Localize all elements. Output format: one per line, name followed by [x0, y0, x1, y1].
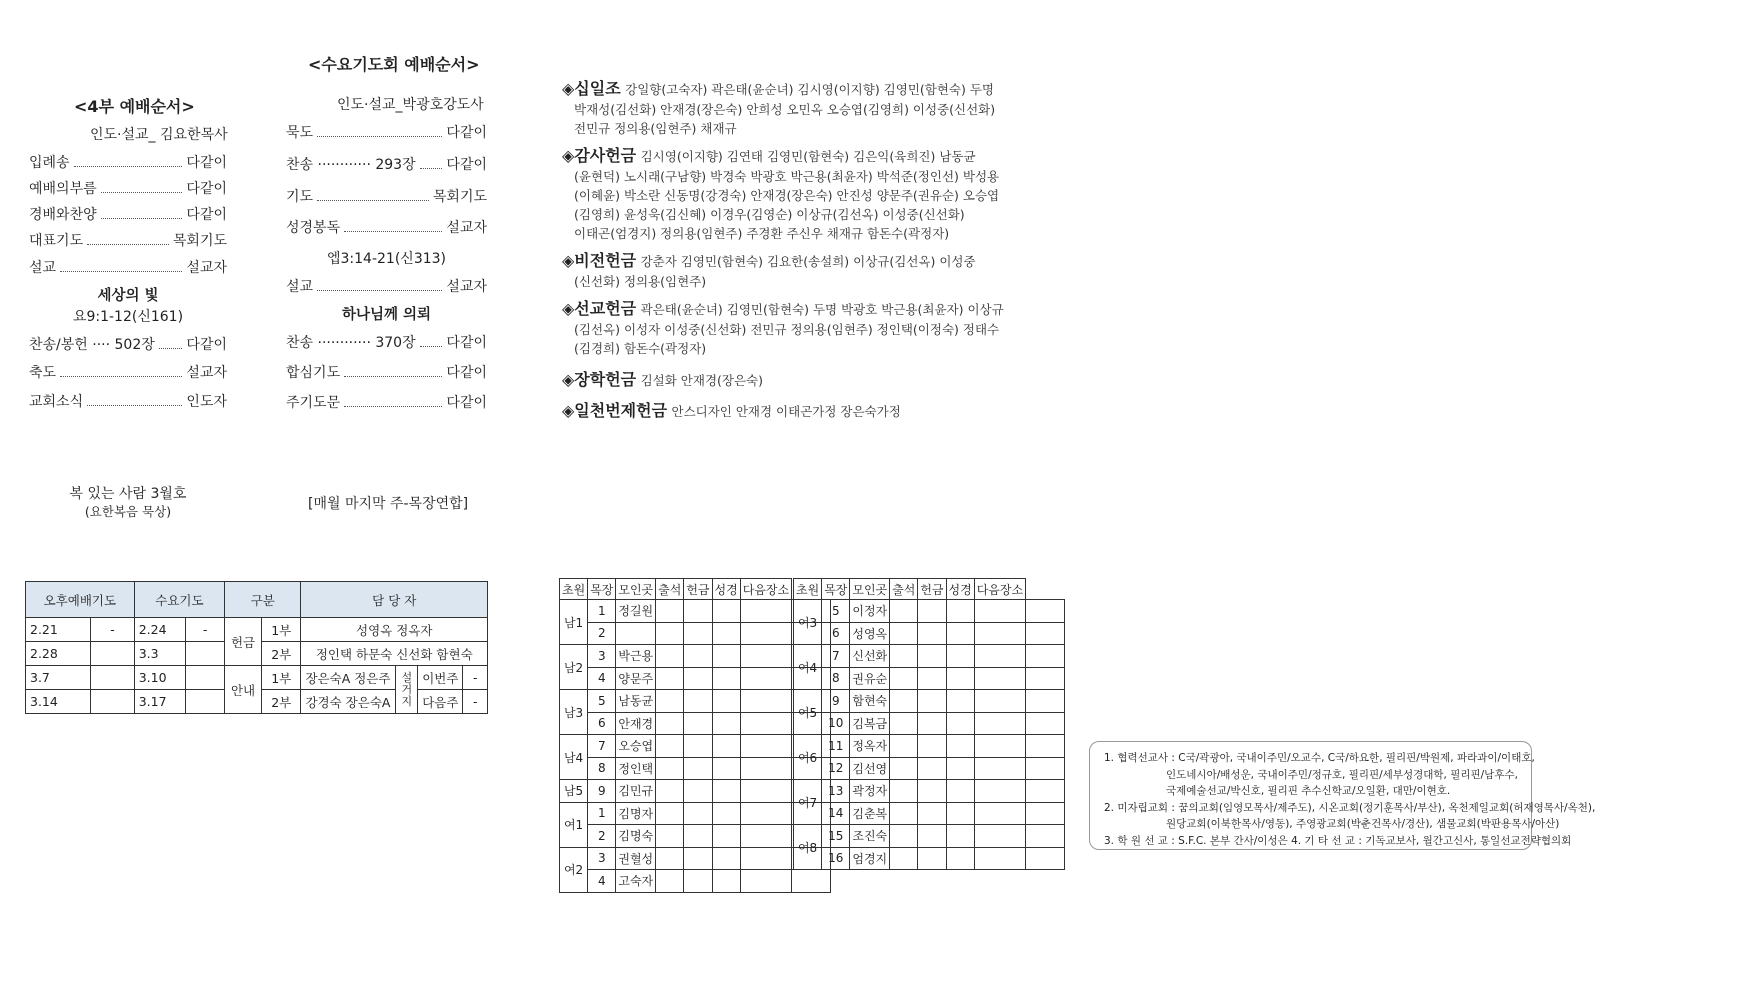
category-offering: 헌금 — [225, 618, 262, 666]
entry-cell[interactable] — [656, 712, 684, 735]
entry-cell[interactable] — [890, 600, 918, 623]
number-cell: 8 — [822, 667, 850, 690]
leader-name-cell: 엄경지 — [850, 847, 890, 870]
entry-cell[interactable] — [918, 622, 946, 645]
entry-cell[interactable] — [740, 780, 791, 803]
table-row — [794, 600, 1065, 623]
number-cell: 5 — [588, 690, 616, 713]
table-row — [560, 735, 831, 758]
table-row — [794, 825, 1065, 848]
entry-cell[interactable] — [740, 735, 791, 758]
table-row — [560, 757, 831, 780]
entry-cell[interactable] — [890, 825, 918, 848]
table-row — [794, 757, 1065, 780]
entry-cell[interactable] — [974, 780, 1025, 803]
leader-name-cell: 정인택 — [616, 757, 656, 780]
leader-name-cell: 양문주 — [616, 667, 656, 690]
entry-cell[interactable] — [712, 667, 740, 690]
entry-cell[interactable] — [946, 667, 974, 690]
entry-cell[interactable] — [684, 735, 712, 758]
entry-cell[interactable] — [918, 757, 946, 780]
wednesday-item: 찬송 ············ 370장 다같이 — [286, 335, 487, 351]
entry-cell[interactable] — [684, 645, 712, 668]
entry-cell[interactable] — [712, 645, 740, 668]
header-wednesday-prayer: 수요기도 — [134, 582, 224, 618]
group-cell: 여7 — [794, 780, 822, 825]
wednesday-order-list — [286, 122, 487, 247]
attendance-header-cell: 다음장소 — [740, 579, 791, 600]
number-cell: 13 — [822, 780, 850, 803]
wednesday-item: 기도 목회기도 — [286, 189, 487, 205]
entry-cell[interactable] — [918, 780, 946, 803]
entry-cell[interactable] — [684, 600, 712, 623]
number-cell: 2 — [588, 622, 616, 645]
entry-cell[interactable] — [1026, 712, 1065, 735]
entry-cell[interactable] — [656, 780, 684, 803]
devotional-title: 복 있는 사람 3월호 — [69, 486, 187, 502]
leader-name-cell: 정옥자 — [850, 735, 890, 758]
entry-cell[interactable] — [946, 690, 974, 713]
attendance-header-cell: 다음장소 — [974, 579, 1025, 600]
service4-title: <4부 예배순서> — [74, 97, 195, 116]
note-line: 인도네시아/배성운, 국내이주민/정규호, 필리핀/세부성경대학, 필리핀/남후수, — [1166, 768, 1518, 781]
number-cell: 1 — [588, 802, 616, 825]
number-cell: 2 — [588, 825, 616, 848]
entry-cell[interactable] — [890, 847, 918, 870]
entry-cell[interactable] — [656, 870, 684, 893]
category-usher: 안내 — [225, 666, 262, 714]
entry-cell[interactable] — [656, 690, 684, 713]
leader-name-cell: 성영옥 — [850, 622, 890, 645]
table-row — [560, 847, 831, 870]
group-cell: 여3 — [794, 600, 822, 645]
entry-cell[interactable] — [946, 712, 974, 735]
entry-cell[interactable] — [712, 870, 740, 893]
wednesday-item: 설교 설교자 — [286, 279, 487, 295]
wednesday-item: 찬송 ············ 293장 다같이 — [286, 157, 487, 173]
devotional-subtitle: (요한복음 묵상) — [84, 504, 172, 519]
entry-cell[interactable] — [1026, 645, 1065, 668]
group-cell: 여4 — [794, 645, 822, 690]
entry-cell[interactable] — [890, 645, 918, 668]
leader-name-cell: 함현숙 — [850, 690, 890, 713]
entry-cell[interactable] — [740, 622, 791, 645]
entry-cell[interactable] — [946, 825, 974, 848]
table-row: 2.21 - 2.24 - 헌금 1부 성영옥 정옥자 — [26, 618, 488, 642]
number-cell: 6 — [588, 712, 616, 735]
wednesday-sermon-title: 하나님께 의뢰 — [341, 307, 432, 323]
entry-cell[interactable] — [740, 690, 791, 713]
group-cell: 여2 — [560, 847, 588, 892]
entry-cell[interactable] — [740, 870, 791, 893]
entry-cell[interactable] — [656, 825, 684, 848]
attendance-header-cell: 초원 — [560, 579, 588, 600]
entry-cell[interactable] — [712, 825, 740, 848]
group-cell: 여5 — [794, 690, 822, 735]
entry-cell[interactable] — [684, 622, 712, 645]
entry-cell[interactable] — [712, 802, 740, 825]
entry-cell[interactable] — [890, 690, 918, 713]
attendance-table-men — [559, 578, 831, 893]
entry-cell[interactable] — [890, 780, 918, 803]
entry-cell[interactable] — [1026, 600, 1065, 623]
entry-cell[interactable] — [890, 802, 918, 825]
table-row — [794, 847, 1065, 870]
entry-cell[interactable] — [712, 690, 740, 713]
entry-cell[interactable] — [684, 870, 712, 893]
entry-cell[interactable] — [946, 600, 974, 623]
entry-cell[interactable] — [918, 690, 946, 713]
table-row — [560, 712, 831, 735]
leader-name-cell: 권혈성 — [616, 847, 656, 870]
wednesday-order-list-2 — [286, 276, 487, 302]
table-row — [794, 645, 1065, 668]
entry-cell[interactable] — [974, 690, 1025, 713]
entry-cell[interactable] — [656, 645, 684, 668]
group-cell: 남4 — [560, 735, 588, 780]
table-row: 3.7 3.10 안내 1부 장은숙A 정은주 설거지 이번주 - — [26, 666, 488, 690]
entry-cell[interactable] — [684, 825, 712, 848]
entry-cell[interactable] — [712, 622, 740, 645]
table-row — [794, 780, 1065, 803]
entry-cell[interactable] — [918, 645, 946, 668]
entry-cell[interactable] — [740, 847, 791, 870]
table-row — [794, 735, 1065, 758]
entry-cell[interactable] — [918, 802, 946, 825]
number-cell: 9 — [588, 780, 616, 803]
wednesday-order-list-3 — [286, 332, 487, 422]
entry-cell[interactable] — [740, 757, 791, 780]
attendance-header-cell: 목장 — [822, 579, 850, 600]
entry-cell[interactable] — [946, 622, 974, 645]
entry-cell[interactable] — [1026, 667, 1065, 690]
leader-name-cell: 김선영 — [850, 757, 890, 780]
entry-cell[interactable] — [946, 847, 974, 870]
note-line: 국제예술선교/박신호, 필리핀 추수신학교/오일환, 대만/이현호. — [1166, 785, 1451, 797]
table-row: 2.28 3.3 2부 정인택 하문숙 신선화 함현숙 — [26, 642, 488, 666]
leader-name-cell: 남동균 — [616, 690, 656, 713]
table-row — [794, 802, 1065, 825]
number-cell: 1 — [588, 600, 616, 623]
entry-cell[interactable] — [918, 735, 946, 758]
service4-item: 설교 설교자 — [29, 260, 227, 276]
mission-notes-box — [1089, 741, 1596, 850]
attendance-header-cell: 목장 — [588, 579, 616, 600]
attendance-header-cell: 초원 — [794, 579, 822, 600]
wednesday-item: 성경봉독 설교자 — [286, 220, 487, 236]
entry-cell[interactable] — [792, 870, 831, 893]
service4-item: 경배와찬양 다같이 — [29, 207, 227, 223]
entry-cell[interactable] — [974, 712, 1025, 735]
table-row — [794, 690, 1065, 713]
attendance-header-cell: 모인곳 — [616, 579, 656, 600]
table-row — [560, 622, 831, 645]
number-cell: 16 — [822, 847, 850, 870]
leader-name-cell: 신선화 — [850, 645, 890, 668]
leader-name-cell: 안재경 — [616, 712, 656, 735]
table-row — [560, 825, 831, 848]
entry-cell[interactable] — [890, 667, 918, 690]
entry-cell[interactable] — [890, 712, 918, 735]
leader-name-cell: 이정자 — [850, 600, 890, 623]
entry-cell[interactable] — [656, 667, 684, 690]
attendance-header-cell: 모인곳 — [850, 579, 890, 600]
entry-cell[interactable] — [974, 600, 1025, 623]
number-cell: 14 — [822, 802, 850, 825]
entry-cell[interactable] — [890, 622, 918, 645]
monthly-note: [매월 마지막 주-목장연합] — [308, 496, 469, 512]
attendance-header-cell: 출석 — [656, 579, 684, 600]
table-row — [794, 712, 1065, 735]
attendance-header-cell: 성경 — [712, 579, 740, 600]
entry-cell[interactable] — [712, 600, 740, 623]
entry-cell[interactable] — [656, 600, 684, 623]
devotional-note — [29, 486, 227, 520]
attendance-table-women — [793, 578, 1065, 870]
offering-thanks: ◈감사헌금 김시영(이지향) 김연태 김영민(함현숙) 김은익(육희진) 남동균 (윤현덕) 노시래(구남향) 박경숙 박광호 박근용(최윤자) 박석준(정인선) 박성용 (이혜윤) 박소란 신동명(강경숙) 안재경(장은숙) 안진성 양문주(권유순) 오승엽 (김영희) 윤성욱(김신혜) 이경우(김영순) 이상규(김선옥) 이성중(신선화) 이태곤(엄경지) 정의용(임현주) 주경환 주신우 채재규 함돈수(곽정자) — [562, 146, 1000, 241]
group-cell: 남3 — [560, 690, 588, 735]
leader-name-cell: 오승엽 — [616, 735, 656, 758]
table-header-row — [560, 579, 831, 600]
entry-cell[interactable] — [684, 802, 712, 825]
table-header-row — [26, 582, 488, 618]
service4-item: 교회소식 인도자 — [29, 394, 227, 410]
entry-cell[interactable] — [974, 847, 1025, 870]
service4-item: 찬송/봉헌 ···· 502장 다같이 — [29, 337, 227, 353]
entry-cell[interactable] — [684, 757, 712, 780]
note-line: 2. 미자립교회 : 꿈의교회(임영모목사/제주도), 시온교회(정기훈목사/부산), 옥천제일교회(허재영목사/옥천), — [1104, 801, 1596, 814]
entry-cell[interactable] — [656, 622, 684, 645]
entry-cell[interactable] — [974, 622, 1025, 645]
entry-cell[interactable] — [1026, 825, 1065, 848]
header-afternoon-prayer: 오후예배기도 — [26, 582, 135, 618]
group-cell: 남2 — [560, 645, 588, 690]
service4-item: 예배의부름 다같이 — [29, 181, 227, 197]
service4-leader: 인도·설교_ 김요한목사 — [90, 127, 228, 143]
table-row — [560, 600, 831, 623]
entry-cell[interactable] — [946, 735, 974, 758]
leader-name-cell: 고숙자 — [616, 870, 656, 893]
entry-cell[interactable] — [974, 802, 1025, 825]
entry-cell[interactable] — [684, 712, 712, 735]
number-cell: 8 — [588, 757, 616, 780]
table-row — [560, 690, 831, 713]
entry-cell[interactable] — [712, 847, 740, 870]
entry-cell[interactable] — [946, 780, 974, 803]
offering-vision: ◈비전헌금 강춘자 김영민(함현숙) 김요한(송설희) 이상규(김선옥) 이성중 (신선화) 정의용(임현주) — [562, 251, 976, 289]
number-cell: 7 — [588, 735, 616, 758]
leader-name-cell: 박근용 — [616, 645, 656, 668]
wednesday-scripture: 엡3:14-21(신313) — [327, 251, 446, 267]
entry-cell[interactable] — [1026, 802, 1065, 825]
entry-cell[interactable] — [740, 600, 791, 623]
entry-cell[interactable] — [656, 735, 684, 758]
table-row — [560, 667, 831, 690]
leader-name-cell: 곽정자 — [850, 780, 890, 803]
entry-cell[interactable] — [740, 667, 791, 690]
entry-cell[interactable] — [740, 712, 791, 735]
entry-cell[interactable] — [684, 780, 712, 803]
attendance-header-cell: 헌금 — [684, 579, 712, 600]
number-cell: 5 — [822, 600, 850, 623]
note-line: 원당교회(이북한목사/영동), 주영광교회(박춘건목사/경산), 샘물교회(박판용목사/아산) — [1166, 818, 1560, 830]
offering-mission: ◈선교헌금 곽은태(윤순녀) 김영민(함현숙) 두명 박광호 박근용(최윤자) 이상규 (김선옥) 이성자 이성중(신선화) 전민규 정의용(임현주) 정인택(이정숙) 정태수 (김경희) 함돈수(곽정자) — [562, 299, 1004, 356]
leader-name-cell: 김춘복 — [850, 802, 890, 825]
entry-cell[interactable] — [656, 757, 684, 780]
leader-name-cell: 김명자 — [616, 802, 656, 825]
entry-cell[interactable] — [684, 690, 712, 713]
entry-cell[interactable] — [1026, 780, 1065, 803]
entry-cell[interactable] — [946, 757, 974, 780]
offering-thousand: ◈일천번제헌금 안스디자인 안재경 이태곤가정 장은숙가정 — [562, 401, 901, 420]
entry-cell[interactable] — [946, 802, 974, 825]
group-cell: 남5 — [560, 780, 588, 803]
offerings-list — [562, 79, 1032, 422]
leader-name-cell: 김민규 — [616, 780, 656, 803]
entry-cell[interactable] — [918, 600, 946, 623]
service4-item: 입례송 다같이 — [29, 155, 227, 171]
entry-cell[interactable] — [890, 735, 918, 758]
header-category: 구분 — [225, 582, 301, 618]
group-cell: 남1 — [560, 600, 588, 645]
entry-cell[interactable] — [656, 847, 684, 870]
entry-cell[interactable] — [712, 735, 740, 758]
entry-cell[interactable] — [974, 825, 1025, 848]
number-cell: 7 — [822, 645, 850, 668]
entry-cell[interactable] — [918, 825, 946, 848]
number-cell: 9 — [822, 690, 850, 713]
offering-scholarship: ◈장학헌금 김설화 안재경(장은숙) — [562, 370, 763, 389]
group-cell: 여1 — [560, 802, 588, 847]
header-in-charge: 담 당 자 — [301, 582, 488, 618]
number-cell: 6 — [822, 622, 850, 645]
entry-cell[interactable] — [740, 645, 791, 668]
entry-cell[interactable] — [890, 757, 918, 780]
wednesday-item: 주기도문 다같이 — [286, 395, 487, 411]
number-cell: 12 — [822, 757, 850, 780]
cleanup-label: 설거지 — [396, 666, 418, 714]
attendance-header-cell: 헌금 — [918, 579, 946, 600]
wednesday-title: <수요기도회 예배순서> — [308, 55, 480, 74]
number-cell: 4 — [588, 667, 616, 690]
table-row — [794, 622, 1065, 645]
entry-cell[interactable] — [974, 645, 1025, 668]
table-row — [560, 645, 831, 668]
number-cell: 4 — [588, 870, 616, 893]
table-row — [560, 870, 831, 893]
entry-cell[interactable] — [712, 712, 740, 735]
entry-cell[interactable] — [1026, 757, 1065, 780]
note-line: 3. 학 원 선 교 : S.F.C. 본부 간사/이성은 4. 기 타 선 교 : 기독교보사, 월간고신사, 통일선교전략협의회 — [1104, 834, 1572, 847]
number-cell: 11 — [822, 735, 850, 758]
table-row — [560, 780, 831, 803]
entry-cell[interactable] — [1026, 690, 1065, 713]
leader-name-cell: 조진숙 — [850, 825, 890, 848]
number-cell: 10 — [822, 712, 850, 735]
entry-cell[interactable] — [974, 735, 1025, 758]
table-header-row — [794, 579, 1065, 600]
leader-name-cell: 권유순 — [850, 667, 890, 690]
entry-cell[interactable] — [918, 667, 946, 690]
number-cell: 3 — [588, 847, 616, 870]
leader-name-cell — [616, 622, 656, 645]
number-cell: 15 — [822, 825, 850, 848]
service4-item: 대표기도 목회기도 — [29, 233, 227, 249]
attendance-header-cell: 출석 — [890, 579, 918, 600]
offering-tithe: ◈십일조 강일향(고숙자) 곽은태(윤순녀) 김시영(이지향) 김영민(함현숙) 두명 박재성(김선화) 안재경(장은숙) 안희성 오민옥 오승엽(김영희) 이성중(신선화) 전민규 정의용(임현주) 채재규 — [562, 79, 996, 136]
entry-cell[interactable] — [1026, 735, 1065, 758]
entry-cell[interactable] — [740, 825, 791, 848]
wednesday-item: 묵도 다같이 — [286, 125, 487, 141]
number-cell: 3 — [588, 645, 616, 668]
group-cell: 여8 — [794, 825, 822, 870]
duty-schedule-table — [25, 581, 488, 714]
service4-order-list-2 — [29, 334, 227, 419]
service4-order-list — [29, 152, 227, 283]
entry-cell[interactable] — [946, 645, 974, 668]
entry-cell[interactable] — [684, 847, 712, 870]
entry-cell[interactable] — [1026, 847, 1065, 870]
leader-name-cell: 김명숙 — [616, 825, 656, 848]
entry-cell[interactable] — [1026, 622, 1065, 645]
entry-cell[interactable] — [918, 847, 946, 870]
table-row — [794, 667, 1065, 690]
entry-cell[interactable] — [656, 802, 684, 825]
service4-item: 축도 설교자 — [29, 365, 227, 381]
entry-cell[interactable] — [974, 667, 1025, 690]
leader-name-cell: 김복금 — [850, 712, 890, 735]
entry-cell[interactable] — [740, 802, 791, 825]
entry-cell[interactable] — [712, 757, 740, 780]
note-line: 1. 협력선교사 : C국/곽광아, 국내이주민/오교수, C국/하요한, 필리핀/박원제, 파라과이/이태호, — [1104, 752, 1535, 764]
entry-cell[interactable] — [974, 757, 1025, 780]
wednesday-leader: 인도·설교_박광호강도사 — [337, 97, 484, 113]
entry-cell[interactable] — [712, 780, 740, 803]
group-cell: 여6 — [794, 735, 822, 780]
entry-cell[interactable] — [684, 667, 712, 690]
leader-name-cell: 정길원 — [616, 600, 656, 623]
entry-cell[interactable] — [918, 712, 946, 735]
service4-sermon-title: 세상의 빛 — [97, 288, 159, 304]
table-row — [560, 802, 831, 825]
wednesday-item: 합심기도 다같이 — [286, 365, 487, 381]
attendance-header-cell: 성경 — [946, 579, 974, 600]
service4-sermon-ref: 요9:1-12(신161) — [72, 309, 184, 325]
table-row: 3.14 3.17 2부 강경숙 장은숙A 다음주 - — [26, 690, 488, 714]
